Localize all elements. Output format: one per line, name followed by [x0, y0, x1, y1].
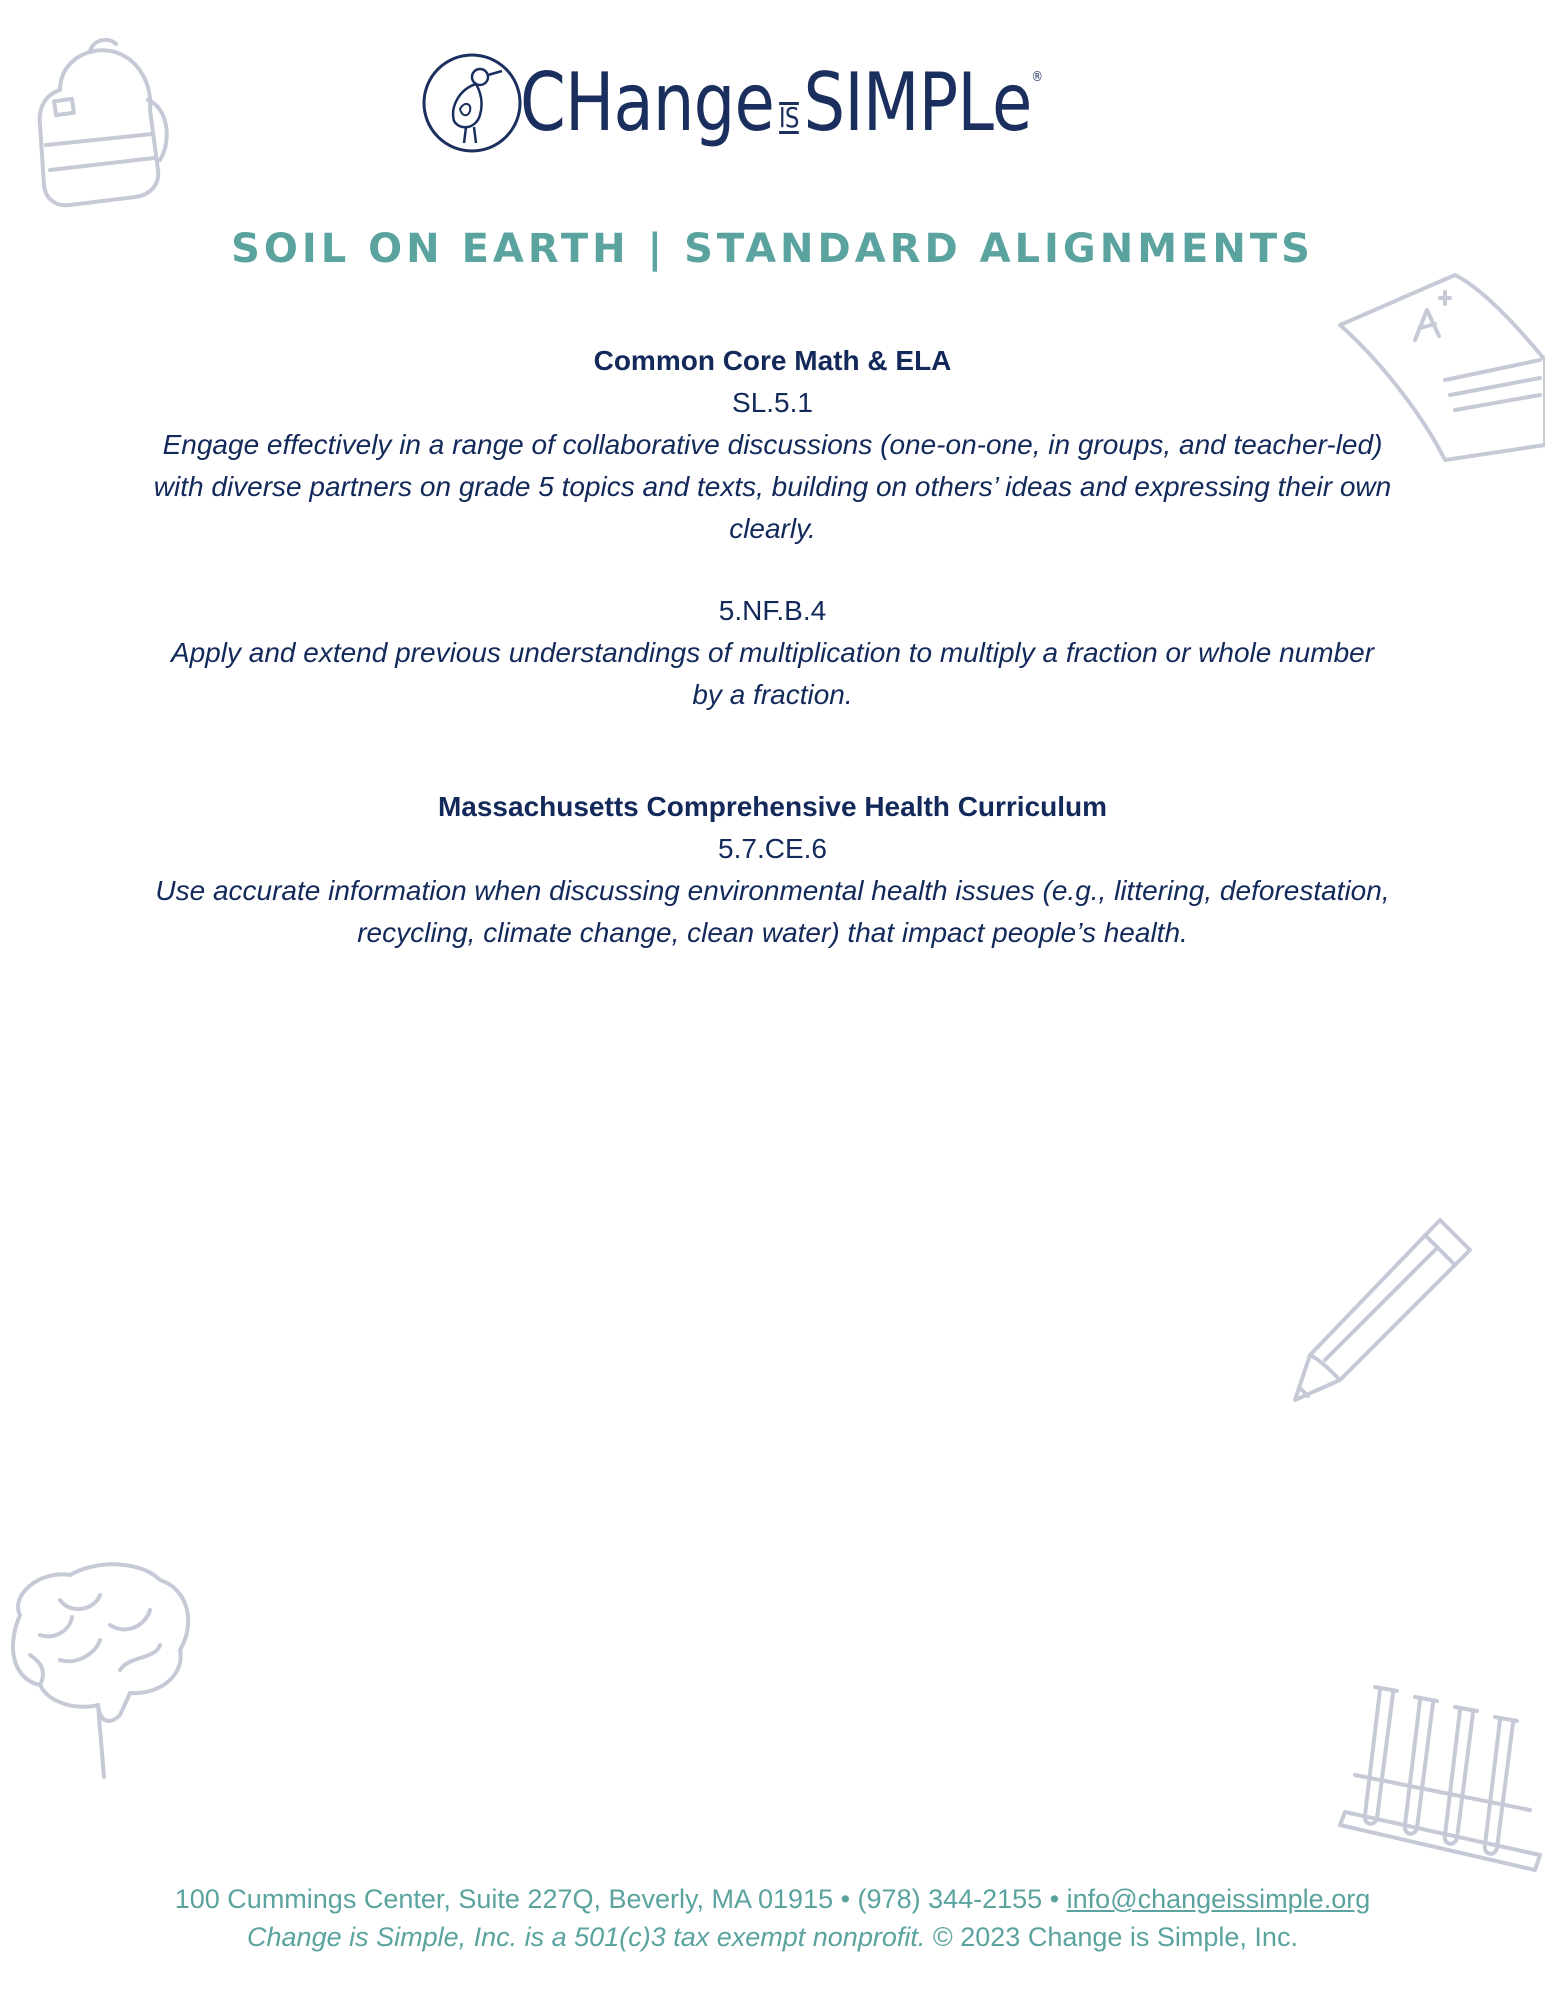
- section-heading: Massachusetts Comprehensive Health Curriculum: [437, 791, 1108, 822]
- nonprofit-statement: Change is Simple, Inc. is a 501(c)3 tax exempt nonprofit.: [247, 1922, 926, 1952]
- standard-item: [100, 590, 1445, 716]
- standard-description: Use accurate information when discussing environmental health issues (e.g., littering, deforestation, recycling, climate change, clean water) that impact people’s health.: [155, 875, 1390, 948]
- test-tubes-icon: [1335, 1675, 1545, 1885]
- copyright: © 2023 Change is Simple, Inc.: [925, 1922, 1298, 1952]
- standard-item: [100, 382, 1445, 550]
- wordmark-change: CHange: [520, 56, 774, 149]
- standard-code: 5.7.CE.6: [718, 833, 827, 864]
- standards-content: [100, 340, 1445, 954]
- backpack-icon: [30, 30, 180, 210]
- bird-logo-icon: [420, 51, 524, 155]
- footer: [0, 1880, 1545, 1956]
- section-heading: Common Core Math & ELA: [593, 345, 952, 376]
- standard-code: 5.NF.B.4: [718, 595, 827, 626]
- brand-logo: [0, 48, 1545, 158]
- brain-icon: [0, 1555, 200, 1785]
- pencil-icon: [1290, 1210, 1480, 1410]
- page-title: SOIL ON EARTH | STANDARD ALIGNMENTS: [231, 226, 1314, 272]
- graded-paper-icon: [1335, 270, 1545, 470]
- footer-legal: [0, 1918, 1545, 1956]
- standard-item: [100, 828, 1445, 954]
- registered-mark: ®: [1031, 69, 1043, 85]
- email-link[interactable]: info@changeissimple.org: [1066, 1884, 1371, 1914]
- standard-description: Apply and extend previous understandings of multiplication to multiply a fraction or whole number by a fraction.: [170, 637, 1375, 710]
- standard-code: SL.5.1: [732, 387, 813, 418]
- section-common-core: [100, 340, 1445, 716]
- footer-contact: [0, 1880, 1545, 1918]
- brand-wordmark: [520, 48, 1042, 158]
- wordmark-is: IS: [778, 101, 799, 135]
- standard-description: Engage effectively in a range of collaborative discussions (one-on-one, in groups, and teacher-led) with diverse partners on grade 5 topics and texts, building on others’ ideas and expressing their own clearly.: [153, 429, 1392, 544]
- footer-address: 100 Cummings Center, Suite 227Q, Beverly, MA 01915 • (978) 344-2155 •: [174, 1884, 1067, 1914]
- section-health-curriculum: [100, 786, 1445, 954]
- wordmark-simple: SIMPLe: [803, 56, 1032, 149]
